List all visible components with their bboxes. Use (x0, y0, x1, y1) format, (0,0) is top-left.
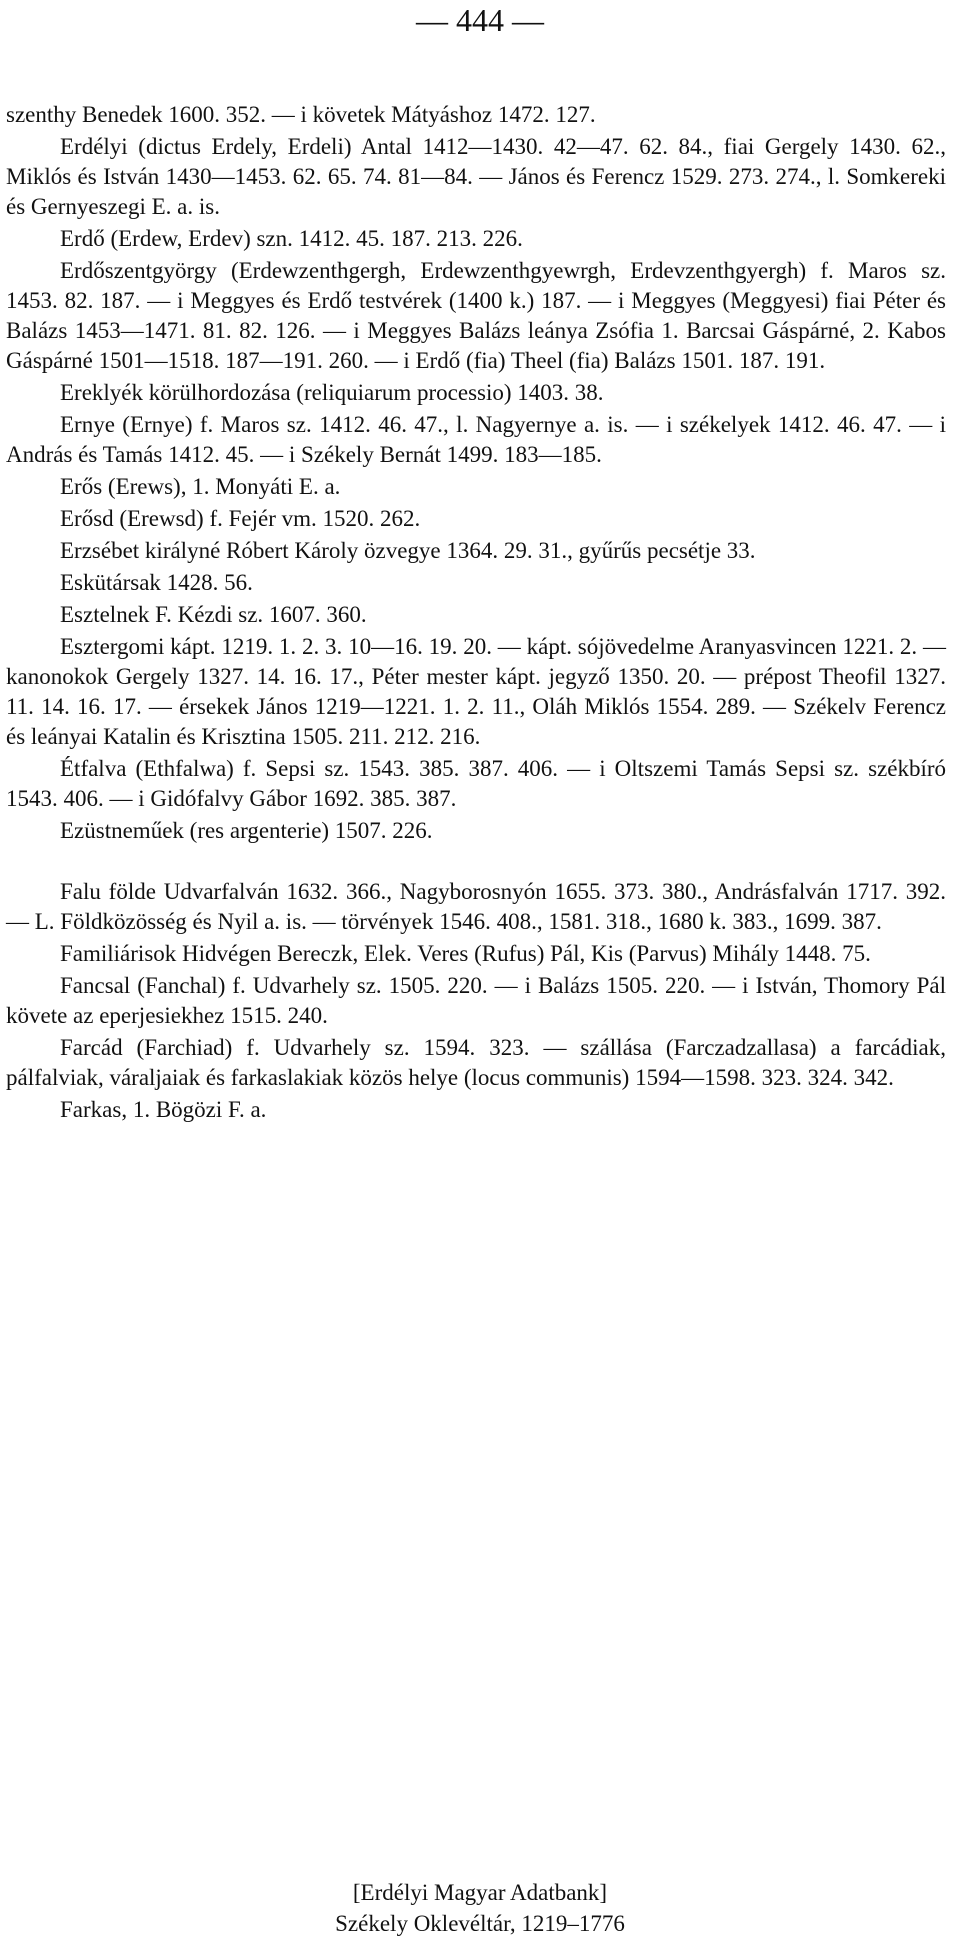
index-entry: Étfalva (Ethfalwa) f. Sepsi sz. 1543. 385. 387. 406. — i Oltszemi Tamás Sepsi sz. székbíró 1543. 406. — i Gidófalvy Gábor 1692. 385. 387. (6, 756, 946, 811)
page-number: — 444 — (416, 2, 544, 38)
index-entry: Erősd (Erewsd) f. Fejér vm. 1520. 262. (60, 506, 421, 531)
index-entry: Familiárisok Hidvégen Bereczk, Elek. Veres (Rufus) Pál, Kis (Parvus) Mihály 1448. 75. (60, 941, 871, 966)
index-entry: Erős (Erews), 1. Monyáti E. a. (60, 474, 341, 499)
index-entry: Eskütársak 1428. 56. (60, 570, 253, 595)
index-entry: Erdélyi (dictus Erdely, Erdeli) Antal 1412—1430. 42—47. 62. 84., fiai Gergely 1430. 62., Miklós és István 1430—1453. 62. 65. 74. 81—84. — János és Ferencz 1529. 273. 274., l. Somkereki és Gernyeszegi E. a. is. (6, 134, 946, 219)
footer-source: [Erdélyi Magyar Adatbank] (352, 1880, 608, 1905)
index-entry: Ernye (Ernye) f. Maros sz. 1412. 46. 47., l. Nagyernye a. is. — i székelyek 1412. 46. 47. — i András és Tamás 1412. 45. — i Székely Bernát 1499. 183—185. (6, 412, 946, 467)
index-entry: Erzsébet királyné Róbert Károly özvegye 1364. 29. 31., gyűrűs pecsétje 33. (60, 538, 756, 563)
index-entry: Ereklyék körülhordozása (reliquiarum processio) 1403. 38. (60, 380, 604, 405)
index-entry: Esztelnek F. Kézdi sz. 1607. 360. (60, 602, 367, 627)
index-entry: Fancsal (Fanchal) f. Udvarhely sz. 1505. 220. — i Balázs 1505. 220. — i István, Thomory Pál követe az eperjesiekhez 1515. 240. (6, 973, 946, 1028)
index-entry: Erdő (Erdew, Erdev) szn. 1412. 45. 187. 213. 226. (60, 226, 523, 251)
index-entry: Farcád (Farchiad) f. Udvarhely sz. 1594. 323. — szállása (Farczadzallasa) a farcádiak, pálfalviak, váraljaiak és farkaslakiak közös helye (locus communis) 1594—1598. 323. 324. 342. (6, 1035, 946, 1090)
index-entry: Ezüstneműek (res argenterie) 1507. 226. (60, 818, 433, 843)
index-entry: Esztergomi kápt. 1219. 1. 2. 3. 10—16. 19. 20. — kápt. sójövedelme Aranyasvincen 1221. 2. — kanonokok Gergely 1327. 14. 16. 17., Péter mester kápt. jegyző 1350. 20. — prépost Theofil 1327. 11. 14. 16. 17. — érsekek János 1219—1221. 1. 2. 11., Oláh Miklós 1554. 289. — Székelv Ferencz és leányai Katalin és Krisztina 1505. 211. 212. 216. (6, 634, 946, 749)
index-entry: szenthy Benedek 1600. 352. — i követek Mátyáshoz 1472. 127. (6, 102, 596, 127)
footer-title: Székely Oklevéltár, 1219–1776 (335, 1911, 625, 1936)
index-entry: Farkas, 1. Bögözi F. a. (60, 1097, 267, 1122)
index-entries (6, 100, 946, 1127)
index-entry: Falu földe Udvarfalván 1632. 366., Nagyborosnyón 1655. 373. 380., Andrásfalván 1717. 392. — L. Földközösség és Nyil a. is. — törvények 1546. 408., 1581. 318., 1680 k. 383., 1699. 387. (6, 879, 946, 934)
index-entry: Erdőszentgyörgy (Erdewzenthgergh, Erdewzenthgyewrgh, Erdevzenthgyergh) f. Maros sz. 1453. 82. 187. — i Meggyes és Erdő testvérek (1400 k.) 187. — i Meggyes (Meggyesi) fiai Péter és Balázs 1453—1471. 81. 82. 126. — i Meggyes Balázs leánya Zsófia 1. Barcsai Gáspárné, 2. Kabos Gáspárné 1501—1518. 187—191. 260. — i Erdő (fia) Theel (fia) Balázs 1501. 187. 191. (6, 258, 946, 373)
